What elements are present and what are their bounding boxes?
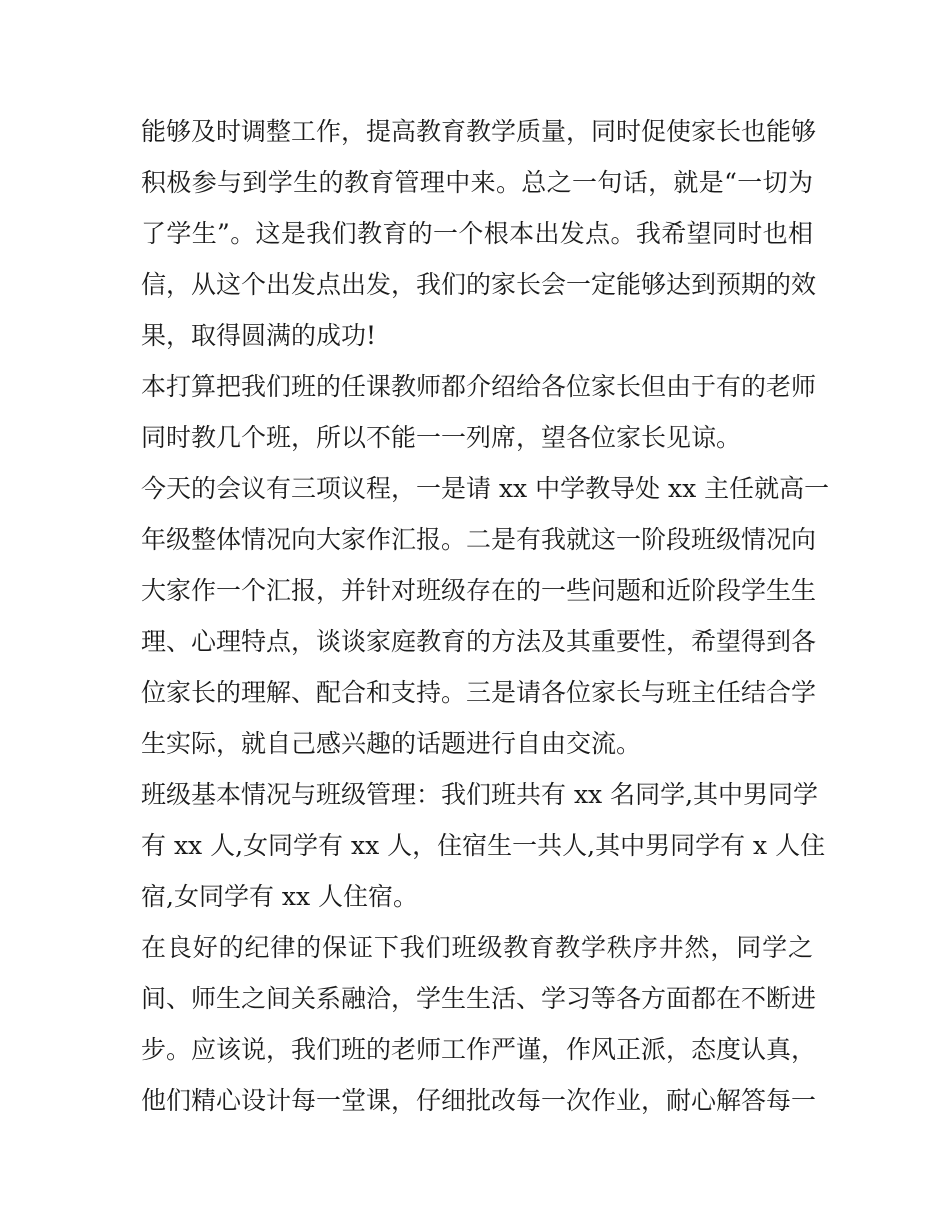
body-text [141, 106, 830, 1126]
text-line: 大家作一个汇报，并针对班级存在的一些问题和近阶段学生生 [141, 576, 817, 605]
text-line: 年级整体情况向大家作汇报。二是有我就这一阶段班级情况向 [141, 525, 817, 554]
text-line: 在良好的纪律的保证下我们班级教育教学秩序井然，同学之 [141, 933, 813, 962]
text-line: 果，取得圆满的成功! [141, 321, 377, 350]
text-line: 理、心理特点，谈谈家庭教育的方法及其重要性，希望得到各 [141, 627, 817, 656]
text-line: 间、师生之间关系融洽，学生生活、学习等各方面都在不断进 [141, 984, 817, 1013]
text-line: 了学生”。这是我们教育的一个根本出发点。我希望同时也相 [141, 219, 813, 248]
text-line: 有 xx 人,女同学有 xx 人，住宿生一共人,其中男同学有 x 人住 [141, 831, 826, 860]
text-line: 信，从这个出发点出发，我们的家长会一定能够达到预期的效 [141, 270, 817, 299]
text-line: 位家长的理解、配合和支持。三是请各位家长与班主任结合学 [141, 678, 817, 707]
text-line: 生实际，就自己感兴趣的话题进行自由交流。 [141, 729, 642, 758]
text-line: 本打算把我们班的任课教师都介绍给各位家长但由于有的老师 [141, 372, 817, 401]
text-line: 积极参与到学生的教育管理中来。总之一句话，就是“一切为 [141, 168, 813, 197]
text-line: 步。应该说，我们班的老师工作严谨，作风正派，态度认真， [141, 1035, 817, 1064]
text-line: 宿,女同学有 xx 人住宿。 [141, 882, 419, 911]
text-line: 同时教几个班，所以不能一一列席，望各位家长见谅。 [141, 423, 742, 452]
text-line: 今天的会议有三项议程，一是请 xx 中学教导处 xx 主任就高一 [141, 474, 830, 503]
text-line: 能够及时调整工作，提高教育教学质量，同时促使家长也能够 [141, 117, 817, 146]
text-line: 班级基本情况与班级管理：我们班共有 xx 名同学,其中男同学 [141, 780, 819, 809]
text-line: 他们精心设计每一堂课，仔细批改每一次作业，耐心解答每一 [141, 1086, 817, 1115]
